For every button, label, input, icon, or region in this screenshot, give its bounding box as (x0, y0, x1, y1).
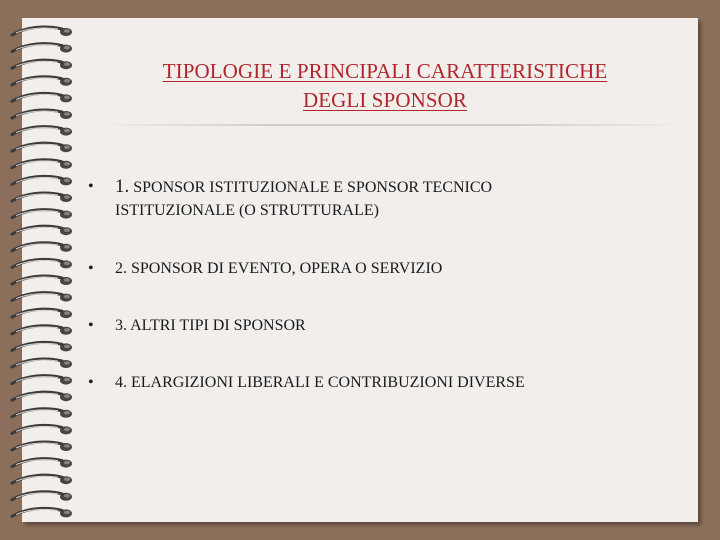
spiral-ring (12, 44, 72, 53)
spiral-ring (12, 143, 72, 152)
slide-title (90, 57, 680, 115)
item-text-continued: ISTITUZIONALE (O STRUTTURALE) (115, 202, 379, 219)
spiral-binding (0, 0, 90, 540)
spiral-ring (12, 409, 72, 418)
bullet-icon: • (88, 178, 94, 195)
spiral-ring (12, 77, 72, 86)
spiral-ring (12, 110, 72, 119)
spiral-ring (12, 243, 72, 252)
item-text: 2. SPONSOR DI EVENTO, OPERA O SERVIZIO (115, 260, 443, 277)
item-text: 3. ALTRI TIPI DI SPONSOR (115, 317, 306, 334)
bullet-icon: • (88, 260, 94, 277)
spiral-ring (12, 226, 72, 235)
item-text: 4. ELARGIZIONI LIBERALI E CONTRIBUZIONI DIVERSE (115, 374, 525, 391)
spiral-ring (12, 442, 72, 451)
bullet-icon: • (88, 374, 94, 391)
spiral-ring (12, 193, 72, 202)
title-line-2: DEGLI SPONSOR (302, 88, 468, 112)
spiral-ring (12, 293, 72, 302)
spiral-ring (12, 459, 72, 468)
spiral-ring (12, 342, 72, 351)
title-line-1: TIPOLOGIE E PRINCIPALI CARATTERISTICHE (162, 59, 608, 83)
spiral-ring (12, 210, 72, 219)
spiral-ring (12, 492, 72, 501)
bullet-icon: • (88, 317, 94, 334)
spiral-ring (12, 276, 72, 285)
spiral-ring (12, 176, 72, 185)
spiral-ring (12, 326, 72, 335)
spiral-ring (12, 309, 72, 318)
spiral-ring (12, 160, 72, 169)
title-divider (92, 124, 692, 126)
spiral-ring (12, 508, 72, 517)
spiral-ring (12, 93, 72, 102)
item-text: SPONSOR ISTITUZIONALE E SPONSOR TECNICO (133, 179, 493, 196)
spiral-ring (12, 359, 72, 368)
spiral-ring (12, 475, 72, 484)
spiral-ring (12, 425, 72, 434)
item-number: 1. (115, 176, 130, 197)
spiral-ring (12, 27, 72, 36)
spiral-ring (12, 127, 72, 136)
spiral-ring (12, 392, 72, 401)
spiral-ring (12, 259, 72, 268)
spiral-ring (12, 376, 72, 385)
spiral-ring (12, 60, 72, 69)
